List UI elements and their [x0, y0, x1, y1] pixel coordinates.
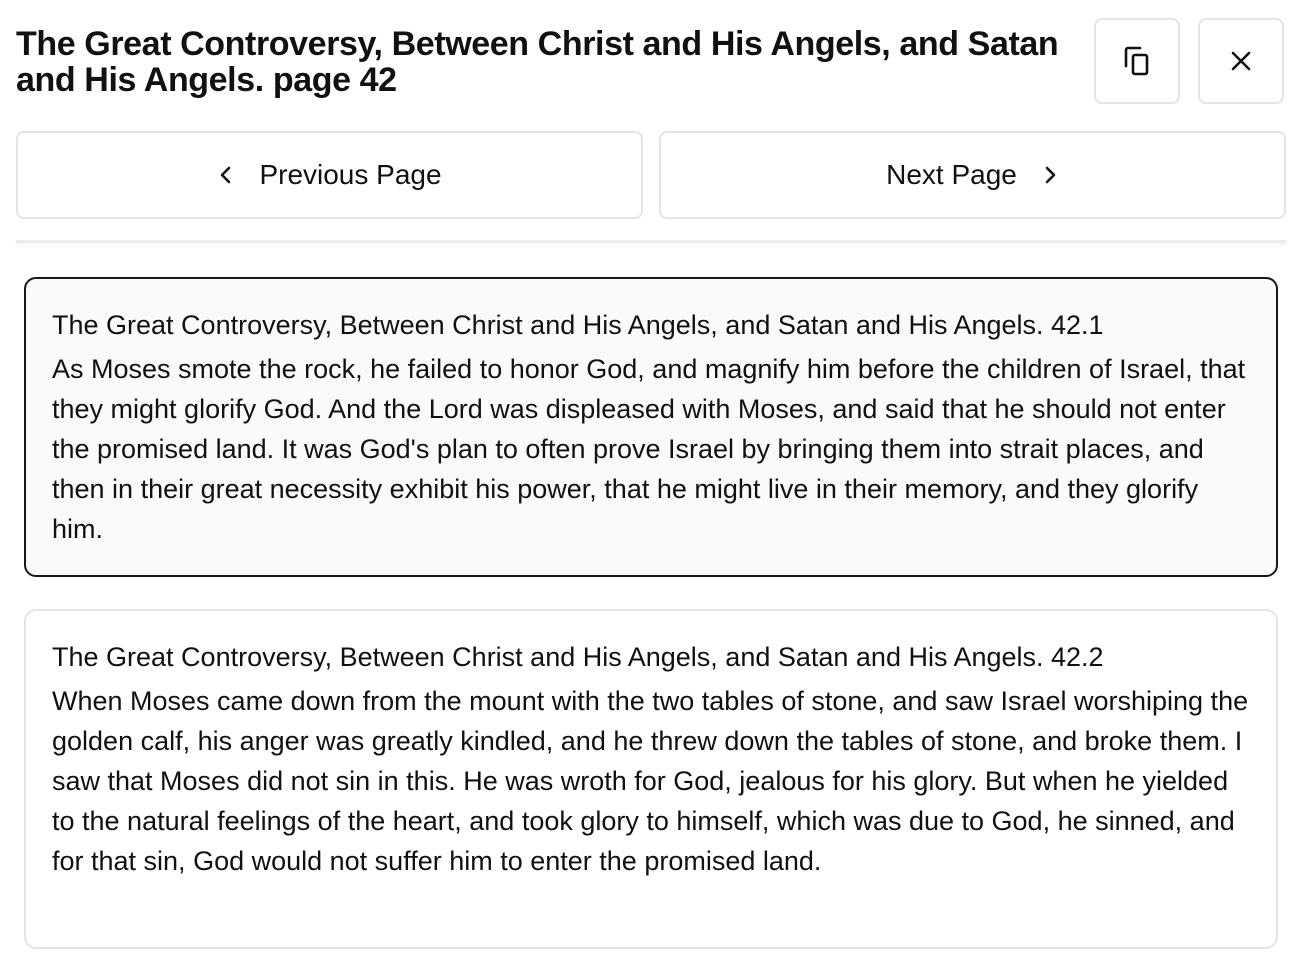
paragraph-card[interactable] [24, 609, 1278, 949]
paragraph-text: When Moses came down from the mount with the two tables of stone, and saw Israel worshiping the golden calf, his anger was greatly kindled, and he threw down the tables of stone, and broke them. I saw that Moses did not sin in this. He was wroth for God, jealous for his glory. But when he yielded to the natural feelings of the heart, and took glory to himself, which was due to God, he sinned, and for that sin, God would not suffer him to enter the promised land. [52, 686, 1249, 876]
page-header [16, 18, 1286, 108]
next-page-label: Next Page [886, 159, 1017, 190]
next-page-button[interactable] [659, 131, 1286, 219]
close-icon [1229, 49, 1253, 73]
paragraph-card-selected[interactable] [24, 277, 1278, 577]
close-button[interactable] [1198, 18, 1284, 104]
paragraph-reference: The Great Controversy, Between Christ and His Angels, and Satan and His Angels. 42.2 [52, 642, 1104, 672]
copy-button[interactable] [1094, 18, 1180, 104]
copy-icon [1122, 44, 1152, 78]
paragraph-reference: The Great Controversy, Between Christ and His Angels, and Satan and His Angels. 42.1 [52, 310, 1104, 340]
chevron-right-icon [1041, 164, 1059, 186]
paragraph-text: As Moses smote the rock, he failed to honor God, and magnify him before the children of Israel, that they might glorify God. And the Lord was displeased with Moses, and said that he should not enter the promised land. It was God's plan to often prove Israel by bringing them into strait places, and then in their great necessity exhibit his power, that he might live in their memory, and they glorify him. [52, 354, 1246, 544]
chevron-left-icon [217, 164, 235, 186]
previous-page-button[interactable] [16, 131, 643, 219]
page-title: The Great Controversy, Between Christ and His Angels, and Satan and His Angels. page 42 [16, 25, 1059, 99]
header-divider [16, 240, 1286, 243]
page-navigation [16, 131, 1286, 219]
previous-page-label: Previous Page [259, 159, 442, 190]
